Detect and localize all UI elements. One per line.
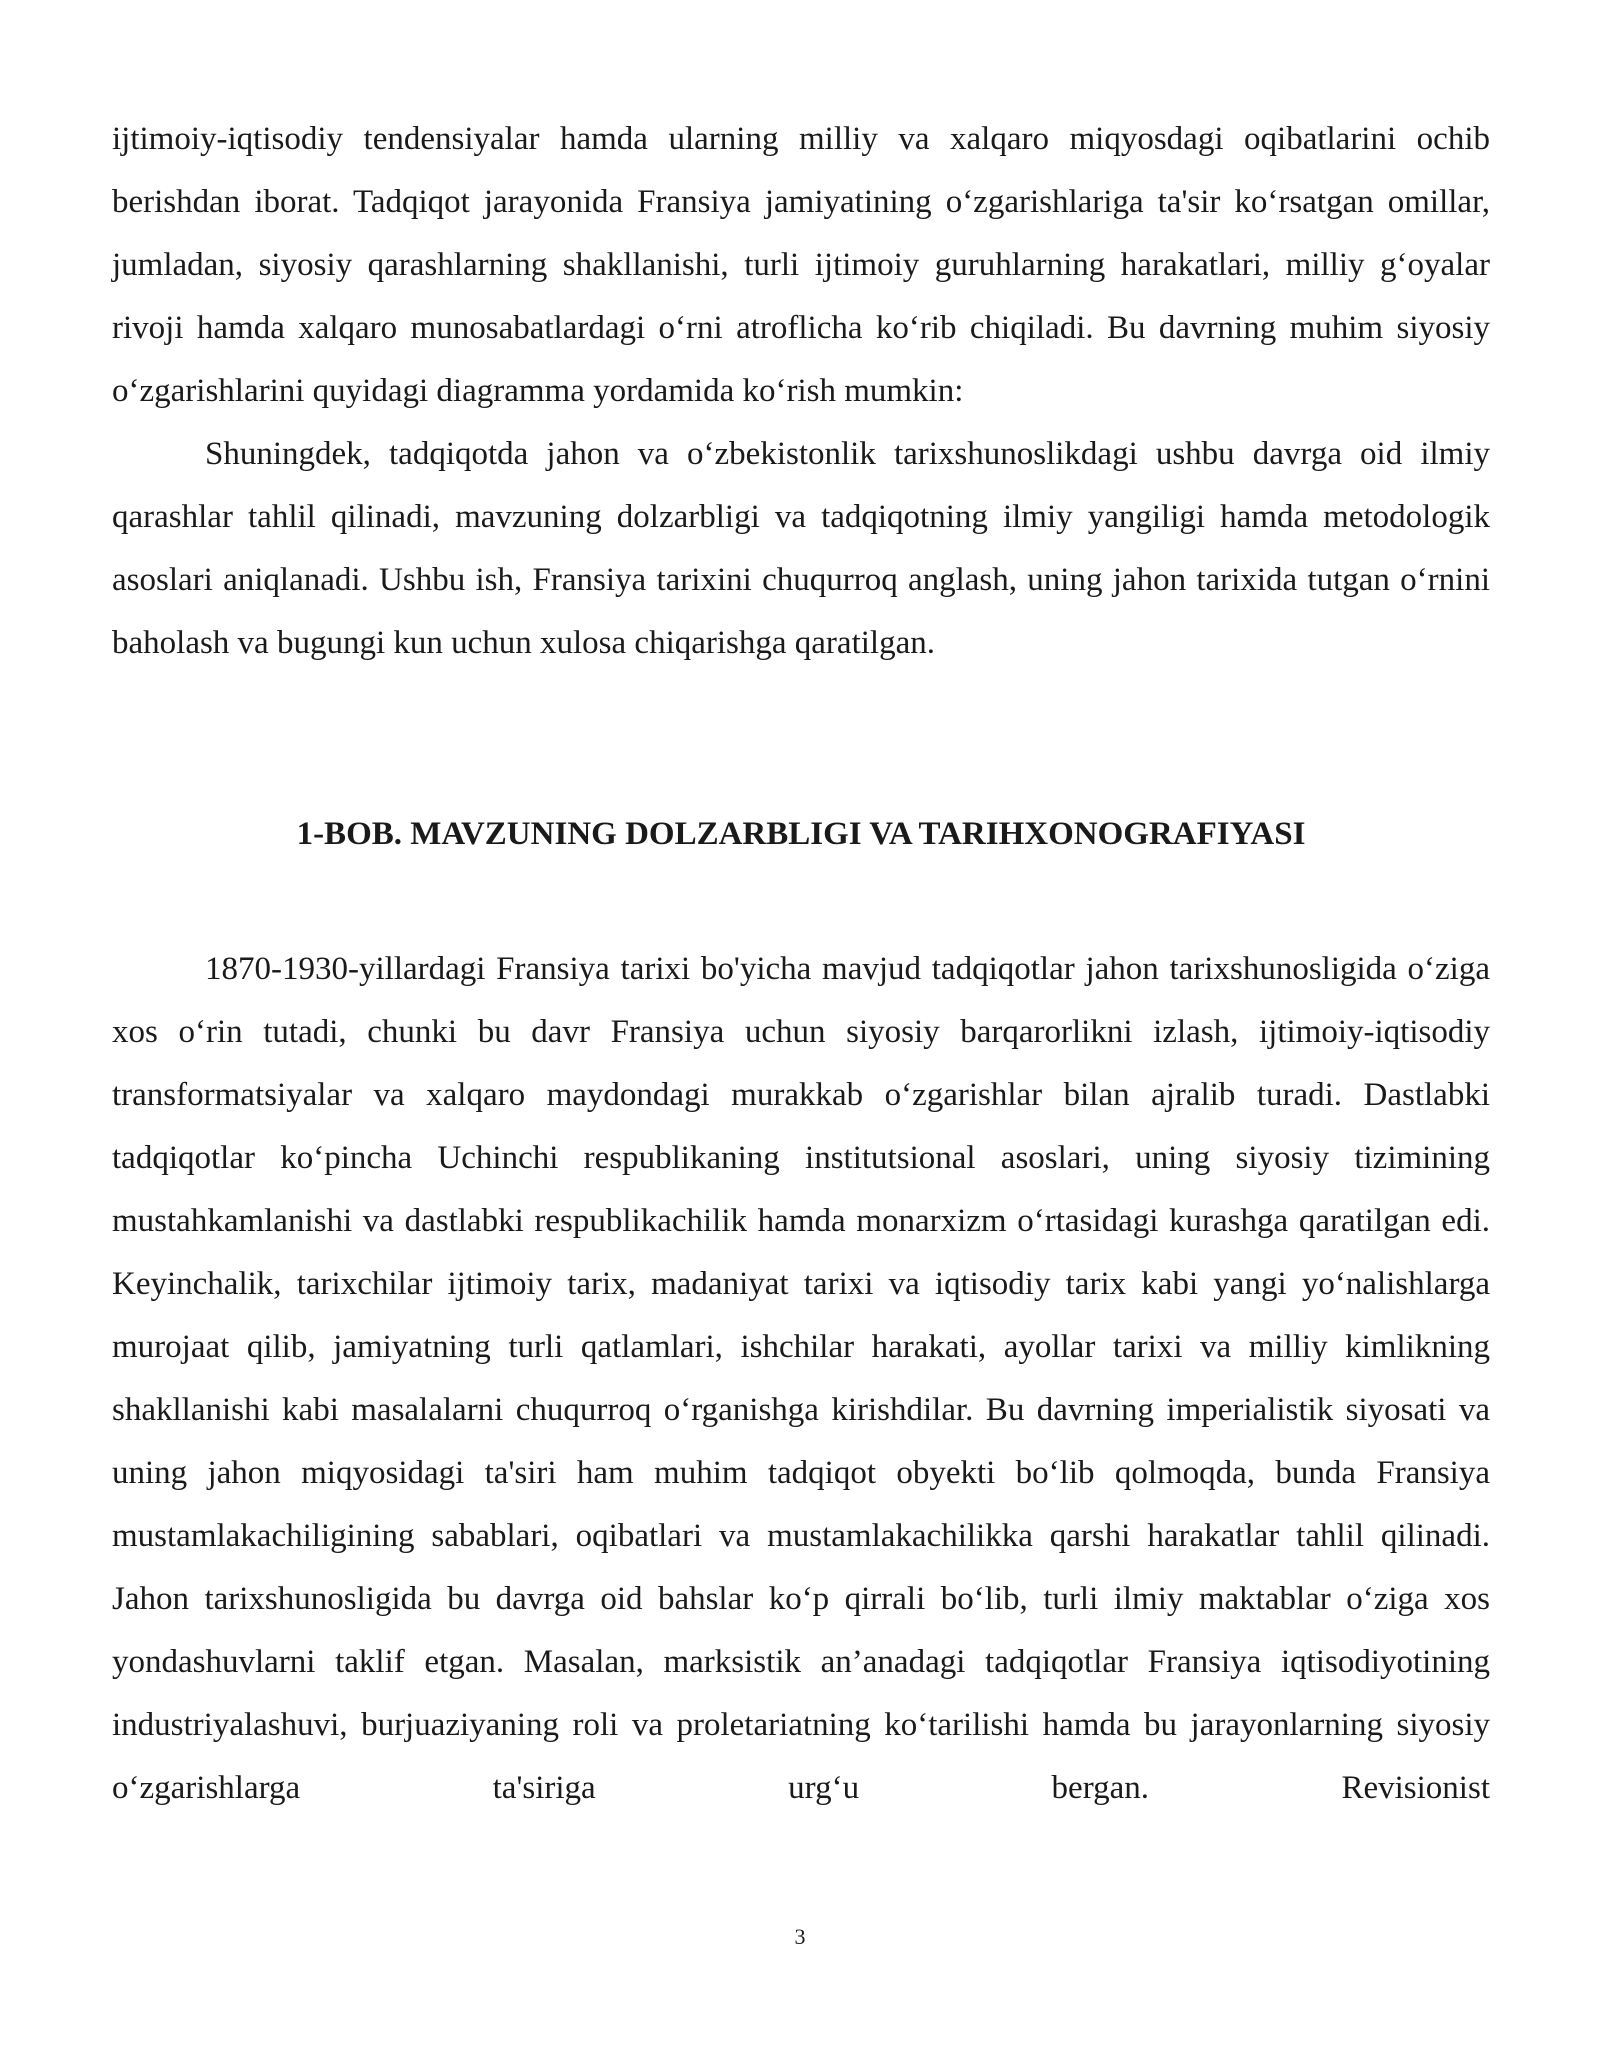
chapter-paragraph: 1870-1930-yillardagi Fransiya tarixi bo'yicha mavjud tadqiqotlar jahon tarixshunosligida oʻziga xos oʻrin tutadi, chunki bu davr Fransiya uchun siyosiy barqarorlikni izlash, ijtimoiy-iqtisodiy transformatsiyalar va xalqaro maydondagi murakkab oʻzgarishlar bilan ajralib turadi. Dastlabki tadqiqotlar koʻpincha Uchinchi respublikaning institutsional asoslari, uning siyosiy tizimining mustahkamlanishi va dastlabki respublikachilik hamda monarxizm oʻrtasidagi kurashga qaratilgan edi. Keyinchalik, tarixchilar ijtimoiy tarix, madaniyat tarixi va iqtisodiy tarix kabi yangi yoʻnalishlarga murojaat qilib, jamiyatning turli qatlamlari, ishchilar harakati, ayollar tarixi va milliy kimlikning shakllanishi kabi masalalarni chuqurroq oʻrganishga kirishdilar. Bu davrning imperialistik siyosati va uning jahon miqyosidagi ta'siri ham muhim tadqiqot obyekti boʻlib qolmoqda, bunda Fransiya mustamlakachiligining sabablari, oqibatlari va mustamlakachilikka qarshi harakatlar tahlil qilinadi. Jahon tarixshunosligida bu davrga oid bahslar koʻp qirrali boʻlib, turli ilmiy maktablar oʻziga xos yondashuvlarni taklif etgan. Masalan, marksistik an’anadagi tadqiqotlar Fransiya iqtisodiyotining industriyalashuvi, burjuaziyaning roli va proletariatning koʻtarilishi hamda bu jarayonlarning siyosiy oʻzgarishlarga ta'siriga urgʻu bergan. Revisionist <box>112 951 1490 1806</box>
scope-paragraph: Shuningdek, tadqiqotda jahon va oʻzbekistonlik tarixshunoslikdagi ushbu davrga oid ilmiy qarashlar tahlil qilinadi, mavzuning dolzarbligi va tadqiqotning ilmiy yangiligi hamda metodologik asoslari aniqlanadi. Ushbu ish, Fransiya tarixini chuqurroq anglash, uning jahon tarixida tutgan oʻrnini baholash va bugungi kun uchun xulosa chiqarishga qaratilgan. <box>112 436 1490 661</box>
chapter-heading: 1-BOB. MAVZUNING DOLZARBLIGI VA TARIHXONOGRAFIYASI <box>296 816 1306 852</box>
page-number: 3 <box>794 1924 806 1949</box>
intro-text-block <box>112 108 1490 675</box>
intro-paragraph: ijtimoiy-iqtisodiy tendensiyalar hamda ularning milliy va xalqaro miqyosdagi oqibatlarini ochib berishdan iborat. Tadqiqot jarayonida Fransiya jamiyatining oʻzgarishlariga ta'sir koʻrsatgan omillar, jumladan, siyosiy qarashlarning shakllanishi, turli ijtimoiy guruhlarning harakatlari, milliy gʻoyalar rivoji hamda xalqaro munosabatlardagi oʻrni atroflicha koʻrib chiqiladi. Bu davrning muhim siyosiy oʻzgarishlarini quyidagi diagramma yordamida koʻrish mumkin: <box>112 121 1490 409</box>
chapter-text-block <box>112 938 1490 1820</box>
